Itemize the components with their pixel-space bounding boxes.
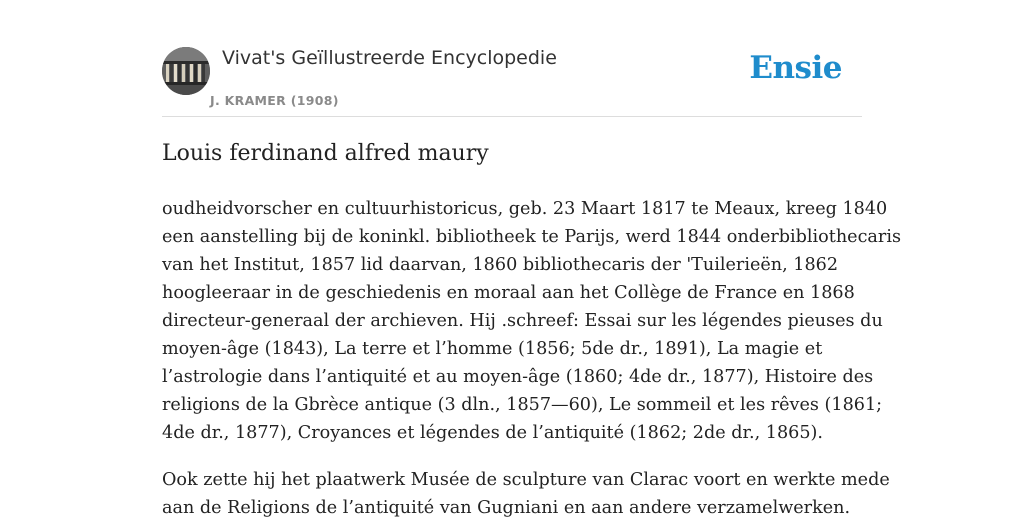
paragraph-line: hoogleeraar in de geschiedenis en moraal aan het Collège de France en 1868	[162, 283, 855, 303]
source-avatar[interactable]	[162, 47, 210, 95]
paragraph-line: Ook zette hij het plaatwerk Musée de sculpture van Clarac voort en werkte mede	[162, 470, 890, 490]
paragraph-line: aan de Religions de l’antiquité van Gugniani en aan andere verzamelwerken.	[162, 498, 851, 518]
paragraph-line: directeur-generaal der archieven. Hij .schreef: Essai sur les légendes pieuses du	[162, 311, 883, 331]
source-author-year: J. KRAMER (1908)	[210, 93, 339, 108]
paragraph-line: 4de dr., 1877), Croyances et légendes de l’antiquité (1862; 2de dr., 1865).	[162, 423, 823, 443]
paragraph-line: moyen-âge (1843), La terre et l’homme (1856; 5de dr., 1891), La magie et	[162, 339, 823, 359]
paragraph-line: van het Institut, 1857 lid daarvan, 1860 bibliothecaris der 'Tuilerieën, 1862	[162, 255, 839, 275]
article-paragraph	[162, 195, 901, 447]
paragraph-line: oudheidvorscher en cultuurhistoricus, geb. 23 Maart 1817 te Meaux, kreeg 1840	[162, 199, 888, 219]
book-spines-icon	[162, 47, 210, 95]
source-title[interactable]: Vivat's Geïllustreerde Encyclopedie	[222, 47, 557, 69]
article-title: Louis ferdinand alfred maury	[162, 141, 489, 166]
page-header	[162, 46, 862, 117]
paragraph-line: l’astrologie dans l’antiquité et au moyen-âge (1860; 4de dr., 1877), Histoire des	[162, 367, 874, 387]
paragraph-line: een aanstelling bij de koninkl. bibliotheek te Parijs, werd 1844 onderbibliothecaris	[162, 227, 901, 247]
article	[162, 138, 901, 522]
brand-logo[interactable]: Ensie	[749, 50, 842, 86]
paragraph-line: religions de la Gbrèce antique (3 dln., 1857—60), Le sommeil et les rêves (1861;	[162, 395, 883, 415]
article-paragraph	[162, 466, 890, 522]
